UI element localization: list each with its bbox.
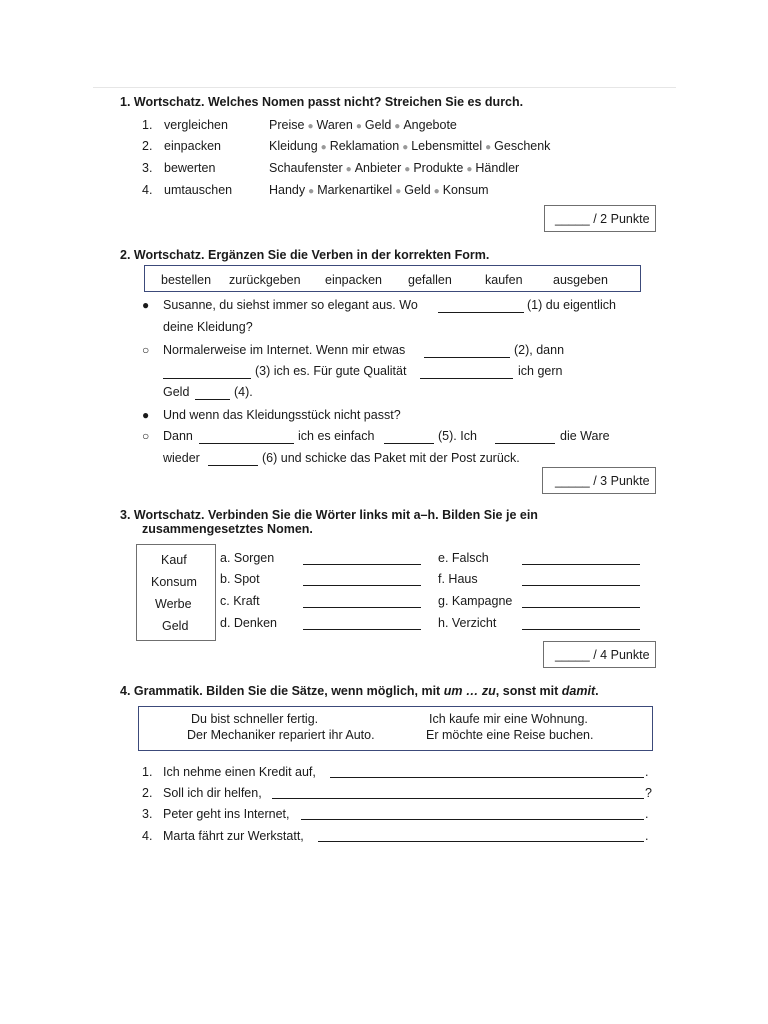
ex4-heading-part: 4. Grammatik. Bilden Sie die Sätze, wenn möglich, mit <box>120 684 444 698</box>
ex1-verb: umtauschen <box>164 183 233 197</box>
ex4-heading-part: , sonst mit <box>495 684 562 698</box>
ex3-heading: 3. Wortschatz. Verbinden Sie die Wörter links mit a–h. Bilden Sie je ein <box>120 508 538 522</box>
ex2-text: (3) ich es. Für gute Qualität <box>255 364 407 378</box>
word-zurueckgeben: zurückgeben <box>229 273 301 287</box>
ex1-heading: 1. Wortschatz. Welches Nomen passt nicht? Streichen Sie es durch. <box>120 95 524 109</box>
ex1-verb: vergleichen <box>164 118 228 132</box>
separator-dot-icon: ● <box>394 121 401 132</box>
ex2-text: (4). <box>234 385 253 399</box>
ex1-item-number: 3. <box>142 161 153 175</box>
ex4-sentence-start: Ich nehme einen Kredit auf, <box>163 765 316 779</box>
sentence-4: Er möchte eine Reise buchen. <box>426 728 594 742</box>
ex4-sentence-end: . <box>645 829 649 843</box>
ex4-answer-line[interactable] <box>301 819 644 820</box>
ex2-text: ich es einfach <box>298 429 375 443</box>
word-einpacken: einpacken <box>325 273 382 287</box>
ex2-text: Normalerweise im Internet. Wenn mir etwas <box>163 343 406 357</box>
ex1-item-number: 2. <box>142 139 153 153</box>
ex1-score-box[interactable] <box>544 205 656 232</box>
ex2-text: (5). Ich <box>438 429 477 443</box>
blank-2[interactable] <box>424 357 510 358</box>
bullet-filled-icon: ● <box>142 408 150 422</box>
ex1-noun[interactable]: Schaufenster <box>269 161 343 175</box>
ex4-sentence-end: . <box>645 807 649 821</box>
ex2-text: ich gern <box>518 364 563 378</box>
bullet-circle-icon: ○ <box>142 429 150 443</box>
separator-dot-icon: ● <box>433 186 440 197</box>
ex3-score-box[interactable] <box>543 641 656 668</box>
separator-dot-icon: ● <box>402 142 409 153</box>
blank-5[interactable] <box>384 443 434 444</box>
ex2-text: (2), dann <box>514 343 565 357</box>
ex2-text: wieder <box>163 451 200 465</box>
blank-3[interactable] <box>163 378 251 379</box>
ex2-text: die Ware <box>560 429 610 443</box>
ex4-heading-part: . <box>595 684 599 698</box>
separator-dot-icon: ● <box>485 142 492 153</box>
word-ausgeben: ausgeben <box>553 273 608 287</box>
ex3-option: a. Sorgen <box>220 551 275 565</box>
ex3-option: g. Kampagne <box>438 594 513 608</box>
separator-dot-icon: ● <box>308 186 315 197</box>
ex3-option: d. Denken <box>220 616 277 630</box>
ex3-option: b. Spot <box>220 572 260 586</box>
ex2-text: (1) du eigentlich <box>527 298 616 312</box>
ex4-heading-um-zu: um … zu <box>443 684 496 698</box>
word-konsum: Konsum <box>151 575 197 589</box>
ex3-option: c. Kraft <box>220 594 260 608</box>
word-geld: Geld <box>162 619 189 633</box>
ex1-noun[interactable]: Markenartikel <box>317 183 393 197</box>
word-gefallen: gefallen <box>408 273 452 287</box>
ex4-sentence-end: . <box>645 765 649 779</box>
sentence-2: Ich kaufe mir eine Wohnung. <box>429 712 588 726</box>
ex2-text: Geld <box>163 385 190 399</box>
ex3-answer-line[interactable] <box>522 585 640 586</box>
ex1-noun[interactable]: Lebensmittel <box>411 139 483 153</box>
separator-dot-icon: ● <box>395 186 402 197</box>
ex1-noun[interactable]: Anbieter <box>354 161 402 175</box>
ex1-noun[interactable]: Geld <box>404 183 431 197</box>
ex2-text: Susanne, du siehst immer so elegant aus. Wo <box>163 298 418 312</box>
word-kaufen: kaufen <box>485 273 523 287</box>
ex2-word-box <box>144 265 641 292</box>
ex1-verb: einpacken <box>164 139 221 153</box>
ex3-answer-line[interactable] <box>303 629 421 630</box>
ex1-noun[interactable]: Produkte <box>413 161 464 175</box>
sentence-3: Der Mechaniker repariert ihr Auto. <box>187 728 375 742</box>
ex1-noun[interactable]: Angebote <box>403 118 457 132</box>
separator-dot-icon: ● <box>355 121 362 132</box>
ex4-item-number: 2. <box>142 786 153 800</box>
ex4-sentence-end: ? <box>645 786 652 800</box>
sentence-1: Du bist schneller fertig. <box>191 712 319 726</box>
ex1-noun-list <box>269 161 519 175</box>
ex1-noun[interactable]: Reklamation <box>329 139 400 153</box>
bullet-filled-icon: ● <box>142 298 150 312</box>
ex1-noun[interactable]: Konsum <box>442 183 489 197</box>
separator-dot-icon: ● <box>466 164 473 175</box>
ex3-answer-line[interactable] <box>522 564 640 565</box>
ex4-item-number: 3. <box>142 807 153 821</box>
ex3-answer-line[interactable] <box>522 607 640 608</box>
blank-4[interactable] <box>195 399 230 400</box>
ex3-left-box <box>136 544 216 641</box>
ex4-sentence-start: Marta fährt zur Werkstatt, <box>163 829 304 843</box>
ex1-noun[interactable]: Handy <box>269 183 306 197</box>
ex4-answer-line[interactable] <box>318 841 644 842</box>
ex1-noun-list <box>269 139 550 153</box>
ex3-option: e. Falsch <box>438 551 489 565</box>
ex4-heading <box>120 684 599 698</box>
page-top-rule <box>93 87 676 88</box>
bullet-circle-icon: ○ <box>142 343 150 357</box>
ex1-verb: bewerten <box>164 161 216 175</box>
ex3-answer-line[interactable] <box>303 607 421 608</box>
ex1-item-number: 4. <box>142 183 153 197</box>
ex3-heading-cont: zusammengesetztes Nomen. <box>142 522 313 536</box>
ex2-text: (6) und schicke das Paket mit der Post zurück. <box>262 451 520 465</box>
ex4-sentence-box <box>138 706 653 751</box>
separator-dot-icon: ● <box>307 121 314 132</box>
ex1-noun[interactable]: Händler <box>475 161 520 175</box>
ex2-text: Dann <box>163 429 193 443</box>
ex4-item-number: 1. <box>142 765 153 779</box>
ex3-option: h. Verzicht <box>438 616 497 630</box>
ex2-heading: 2. Wortschatz. Ergänzen Sie die Verben in der korrekten Form. <box>120 248 490 262</box>
ex3-option: f. Haus <box>438 572 478 586</box>
ex2-score-box[interactable] <box>542 467 656 494</box>
ex2-score: _____ / 3 Punkte <box>555 474 650 488</box>
ex3-answer-line[interactable] <box>303 564 421 565</box>
ex4-heading-damit: damit <box>561 684 596 698</box>
ex2-text: Und wenn das Kleidungsstück nicht passt? <box>163 408 401 422</box>
blank-dann[interactable] <box>199 443 294 444</box>
ex1-noun[interactable]: Geschenk <box>494 139 551 153</box>
ex1-noun[interactable]: Geld <box>364 118 392 132</box>
blank-ich[interactable] <box>495 443 555 444</box>
blank-6[interactable] <box>208 465 258 466</box>
ex2-text: deine Kleidung? <box>163 320 253 334</box>
word-bestellen: bestellen <box>161 273 212 287</box>
ex1-noun-list <box>269 118 457 132</box>
word-kauf: Kauf <box>161 553 187 567</box>
separator-dot-icon: ● <box>404 164 411 175</box>
ex3-answer-line[interactable] <box>303 585 421 586</box>
separator-dot-icon: ● <box>345 164 352 175</box>
ex4-answer-line[interactable] <box>330 777 644 778</box>
ex1-score: _____ / 2 Punkte <box>555 212 650 226</box>
ex4-sentence-start: Soll ich dir helfen, <box>163 786 262 800</box>
ex4-sentence-start: Peter geht ins Internet, <box>163 807 290 821</box>
ex1-noun[interactable]: Waren <box>316 118 353 132</box>
ex1-item-number: 1. <box>142 118 153 132</box>
ex1-noun[interactable]: Kleidung <box>269 139 318 153</box>
ex1-noun[interactable]: Preise <box>269 118 305 132</box>
ex4-item-number: 4. <box>142 829 153 843</box>
ex3-score: _____ / 4 Punkte <box>555 648 650 662</box>
ex3-answer-line[interactable] <box>522 629 640 630</box>
ex1-noun-list <box>269 183 489 197</box>
separator-dot-icon: ● <box>320 142 327 153</box>
blank-1[interactable] <box>438 312 524 313</box>
word-werbe: Werbe <box>155 597 192 611</box>
ex4-answer-line[interactable] <box>272 798 644 799</box>
blank-gern[interactable] <box>420 378 513 379</box>
